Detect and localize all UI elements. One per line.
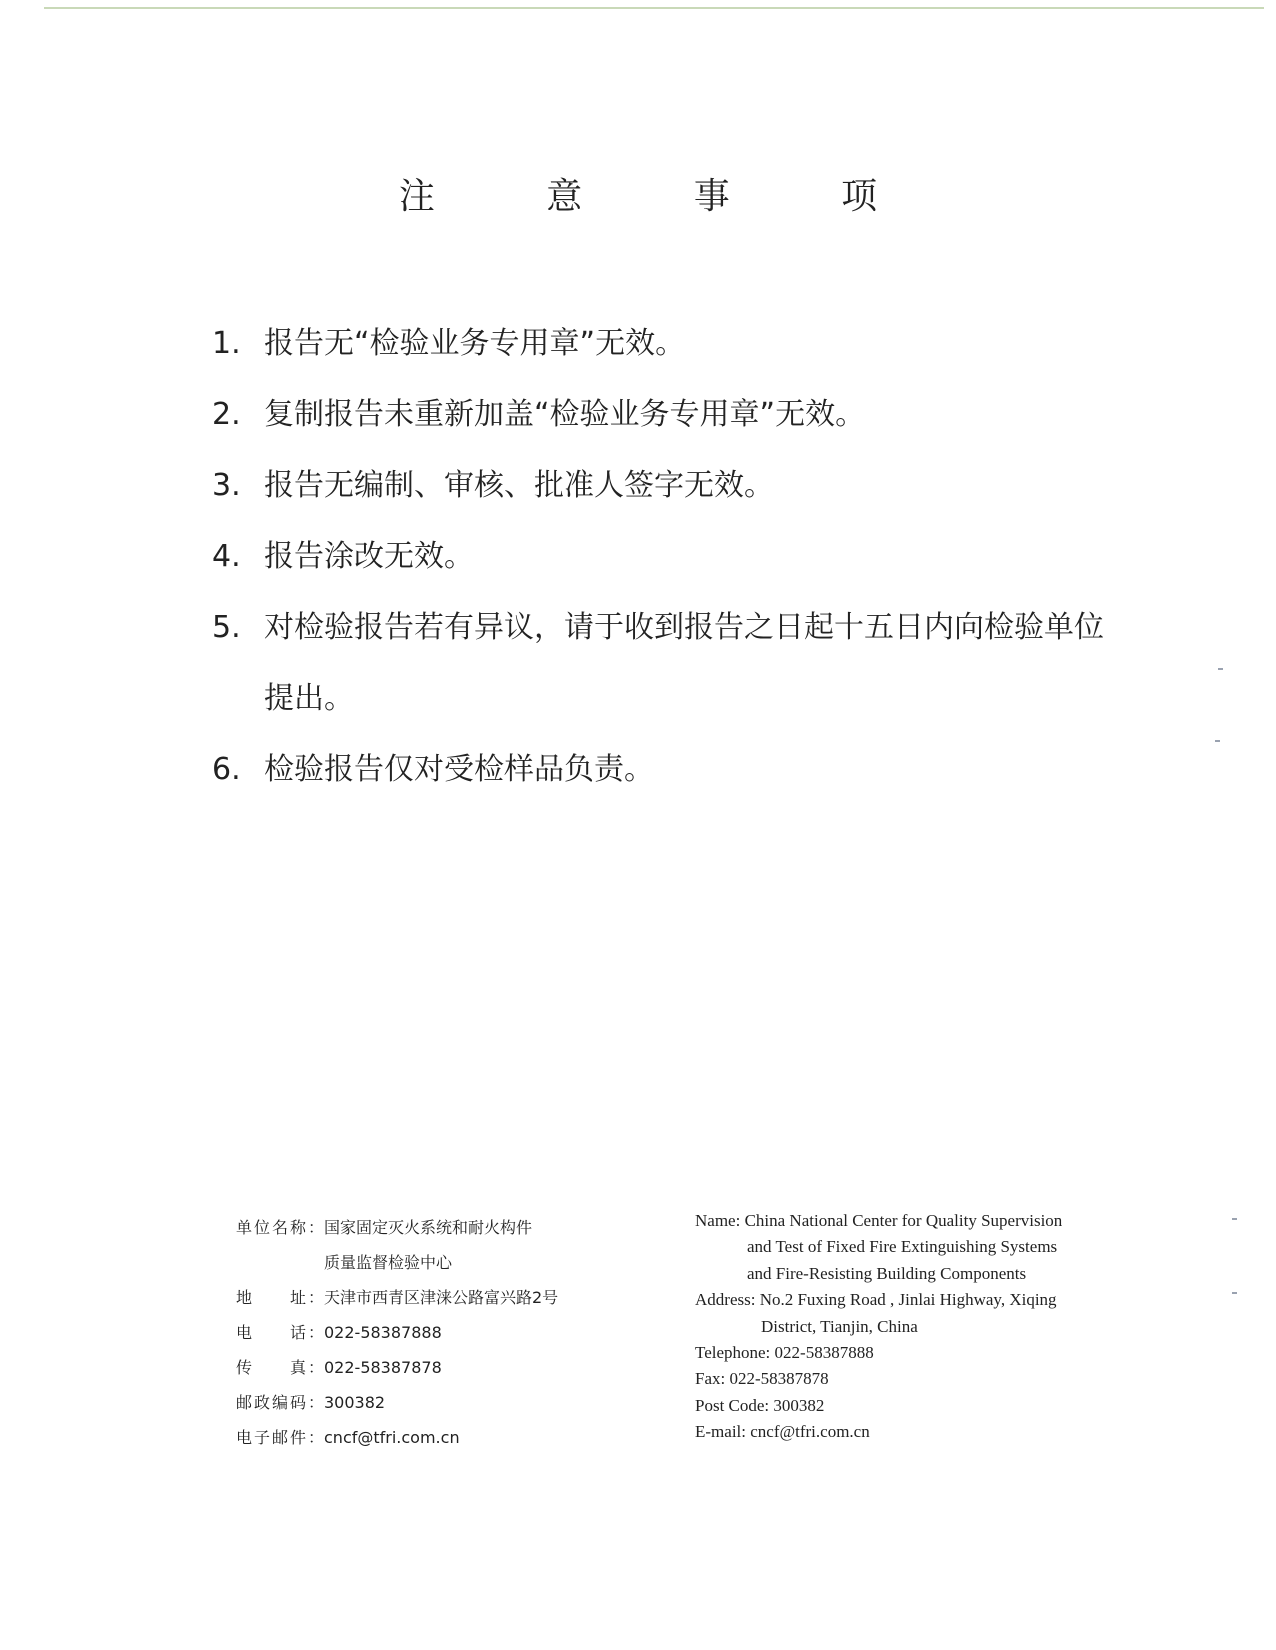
contact-address-row	[236, 1280, 558, 1315]
contact-email-label: 电子邮件：	[236, 1428, 324, 1447]
contact-en-address-line-1: Address: No.2 Fuxing Road , Jinlai Highway, Xiqing	[695, 1290, 1057, 1310]
contact-en-name-line-3: and Fire-Resisting Building Components	[747, 1263, 1027, 1283]
contact-name-row	[236, 1210, 558, 1245]
notice-number: 3.	[212, 468, 241, 503]
notice-number: 1.	[212, 326, 241, 361]
contact-en-fax: Fax: 022-58387878	[695, 1369, 829, 1389]
contact-postcode-value: 300382	[324, 1393, 386, 1412]
notice-item	[212, 379, 1132, 450]
contact-phone-label: 电 话：	[236, 1323, 324, 1342]
contact-phone-value: 022-58387888	[324, 1323, 442, 1342]
contact-name-row-2	[236, 1245, 558, 1280]
contact-en-address-line-2: District, Tianjin, China	[761, 1316, 918, 1336]
contact-en-email: E-mail: cncf@tfri.com.cn	[695, 1422, 870, 1442]
notice-text: 复制报告未重新加盖“检验业务专用章”无效。	[264, 397, 866, 432]
contact-name-label: 单位名称：	[236, 1218, 324, 1237]
scan-speck	[1232, 1292, 1237, 1294]
notice-item	[212, 592, 1132, 734]
contact-en-name-line-1: Name: China National Center for Quality Supervision	[695, 1211, 1063, 1230]
notice-text: 检验报告仅对受检样品负责。	[264, 752, 654, 787]
contact-fax-value: 022-58387878	[324, 1358, 442, 1377]
scan-speck	[1218, 668, 1223, 670]
contact-name-value-2: 质量监督检验中心	[324, 1253, 453, 1272]
notice-list	[212, 308, 1132, 805]
contact-fax-row	[236, 1350, 558, 1385]
scan-speck	[1232, 1218, 1237, 1220]
scan-speck	[1215, 740, 1220, 742]
contact-email-row	[236, 1420, 558, 1455]
notice-number: 6.	[212, 752, 241, 787]
notice-text: 报告无编制、审核、批准人签字无效。	[264, 468, 774, 503]
notice-number: 4.	[212, 539, 241, 574]
contact-name-value: 国家固定灭火系统和耐火构件	[324, 1218, 533, 1237]
notice-text: 报告无“检验业务专用章”无效。	[264, 326, 686, 361]
contact-phone-row	[236, 1315, 558, 1350]
notice-item	[212, 734, 1132, 805]
contact-fax-label: 传 真：	[236, 1358, 324, 1377]
page-title: 注 意 事 项	[398, 176, 928, 217]
contact-en-postcode: Post Code: 300382	[695, 1395, 825, 1415]
contact-block-chinese	[236, 1210, 558, 1455]
contact-address-value: 天津市西青区津涞公路富兴路2号	[324, 1288, 559, 1307]
notice-text: 报告涂改无效。	[264, 539, 474, 574]
contact-postcode-label: 邮政编码：	[236, 1393, 324, 1412]
notice-number: 2.	[212, 397, 241, 432]
notice-item	[212, 521, 1132, 592]
notice-text: 对检验报告若有异议，请于收到报告之日起十五日内向检验单位提出。	[264, 610, 1104, 716]
contact-postcode-row	[236, 1385, 558, 1420]
contact-en-name-line-2: and Test of Fixed Fire Extinguishing Systems	[747, 1237, 1058, 1257]
top-rule	[44, 7, 1264, 9]
notice-item	[212, 308, 1132, 379]
contact-block-english	[695, 1208, 1062, 1446]
notice-number: 5.	[212, 610, 241, 645]
contact-address-label: 地 址：	[236, 1288, 324, 1307]
contact-email-value: cncf@tfri.com.cn	[324, 1428, 460, 1447]
contact-en-telephone: Telephone: 022-58387888	[695, 1342, 874, 1362]
notice-item	[212, 450, 1132, 521]
